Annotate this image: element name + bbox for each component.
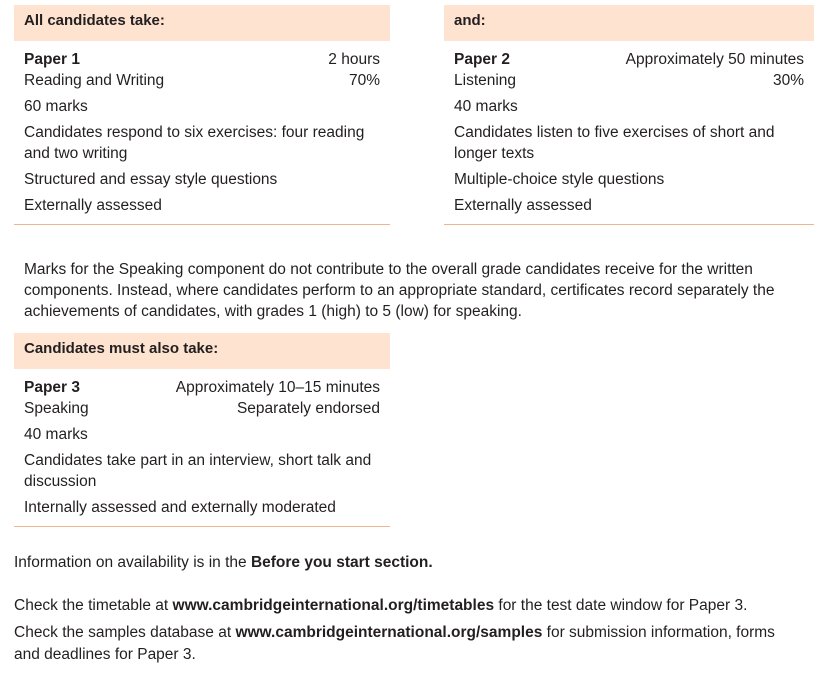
availability-link[interactable]: Before you start section. <box>250 554 433 571</box>
paper1-box-heading: All candidates take: <box>14 5 390 41</box>
paper1-assessment: Externally assessed <box>24 197 162 214</box>
samples-note: Check the samples database at www.cambridgeinternational.org/samples for submission information, forms and deadlines for Paper 3. <box>14 624 775 663</box>
paper3-component: Speaking <box>24 400 89 417</box>
paper2-description: Candidates listen to five exercises of short and longer texts <box>454 124 775 162</box>
paper3-duration: Approximately 10–15 minutes <box>175 379 380 396</box>
paper1-weighting: 70% <box>348 72 380 89</box>
timetable-note: Check the timetable at www.cambridgeinternational.org/timetables for the test date window for Paper 3. <box>14 597 748 614</box>
paper2-duration: Approximately 50 minutes <box>625 51 804 68</box>
paper2-style: Multiple-choice style questions <box>454 171 665 188</box>
paper3-marks: 40 marks <box>24 426 88 443</box>
paper2-marks: 40 marks <box>454 98 518 115</box>
paper1-description: Candidates respond to six exercises: four reading and two writing <box>24 124 365 162</box>
paper1-style: Structured and essay style questions <box>24 171 278 188</box>
speaking-note: Marks for the Speaking component do not contribute to the overall grade candidates receive for the written components. Instead, where candidates perform to an appropriate standard, certificates record separately the achievements of candidates, with grades 1 (high) to 5 (low) for speaking. <box>24 261 775 320</box>
samples-link[interactable]: www.cambridgeinternational.org/samples <box>235 624 543 641</box>
availability-note: Information on availability is in the Before you start section. <box>14 554 433 571</box>
paper3-box-heading: Candidates must also take: <box>14 333 390 369</box>
paper3-box <box>14 333 390 527</box>
paper3-description: Candidates take part in an interview, short talk and discussion <box>24 452 372 490</box>
paper3-weighting: Separately endorsed <box>236 400 380 417</box>
paper2-assessment: Externally assessed <box>454 197 592 214</box>
paper3-assessment: Internally assessed and externally moderated <box>24 499 336 516</box>
paper2-box <box>444 5 814 225</box>
paper1-duration: 2 hours <box>328 51 380 68</box>
paper1-marks: 60 marks <box>24 98 88 115</box>
paper1-box <box>14 5 390 225</box>
paper1-box-body <box>14 41 390 225</box>
paper3-title: Paper 3 <box>24 379 81 396</box>
paper1-title: Paper 1 <box>24 51 81 68</box>
paper2-box-body <box>444 41 814 225</box>
paper2-component: Listening <box>454 72 517 89</box>
paper3-box-body <box>14 369 390 527</box>
timetable-link[interactable]: www.cambridgeinternational.org/timetables <box>172 597 495 614</box>
paper2-box-heading: and: <box>444 5 814 41</box>
paper1-component: Reading and Writing <box>24 72 165 89</box>
paper2-weighting: 30% <box>772 72 804 89</box>
paper2-title: Paper 2 <box>454 51 511 68</box>
